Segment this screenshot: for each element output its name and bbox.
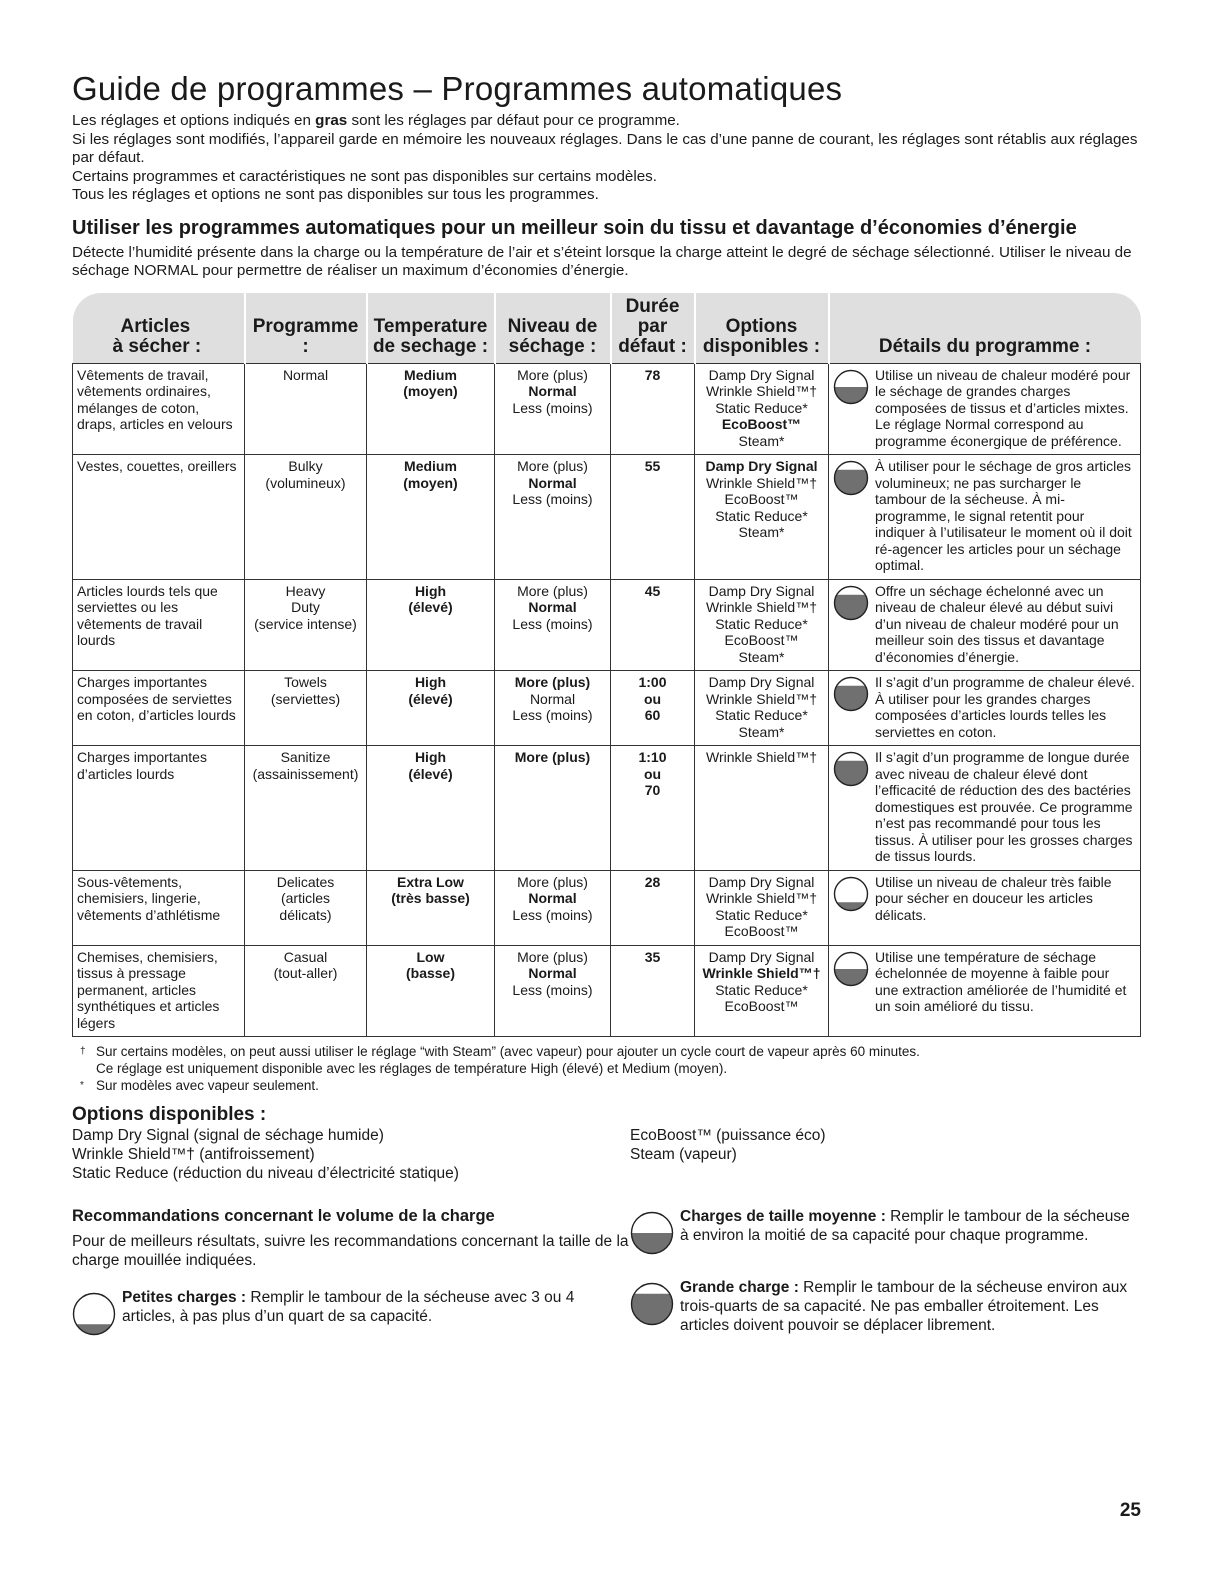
option-item: Wrinkle Shield™† (antifroissement) bbox=[72, 1146, 315, 1163]
level-line: More (plus) bbox=[514, 674, 591, 690]
details-text: Utilise une température de séchage échelonnée de moyenne à faible pour une extraction améliorée de l’humidité et un soin amélioré du tissu. bbox=[875, 948, 1127, 1014]
cell-programme bbox=[245, 455, 367, 580]
option-line: EcoBoost™ bbox=[724, 491, 799, 507]
intro-line-1-bold: gras bbox=[315, 112, 348, 129]
load-small-label: Petites charges : bbox=[122, 1289, 247, 1306]
cell-duration bbox=[611, 579, 695, 671]
options-left bbox=[72, 1126, 630, 1183]
level-line: More (plus) bbox=[517, 948, 588, 965]
options-right bbox=[630, 1126, 826, 1183]
option-item: EcoBoost™ (puissance éco) bbox=[630, 1127, 826, 1144]
header-articles-2: à sécher : bbox=[112, 335, 202, 357]
intro-line-1-pre: Les réglages et options indiqués en bbox=[72, 112, 316, 129]
drum-fill-icon bbox=[833, 951, 869, 991]
option-item: Damp Dry Signal (signal de séchage humide) bbox=[72, 1127, 384, 1144]
level-line: Less (moins) bbox=[512, 615, 593, 632]
cell-temperature bbox=[367, 870, 495, 945]
cell-temperature bbox=[367, 363, 495, 455]
recommendations-heading: Recommandations concernant le volume de la charge bbox=[72, 1207, 495, 1225]
cell-temperature bbox=[367, 671, 495, 746]
recommendations-left bbox=[72, 1207, 630, 1341]
option-line: Steam* bbox=[738, 723, 785, 740]
header-niveau bbox=[495, 293, 611, 364]
cell-options bbox=[695, 579, 829, 671]
cell-duration bbox=[611, 455, 695, 580]
header-niveau-2: séchage : bbox=[508, 335, 597, 357]
load-medium-desc: Remplir le tambour de la sécheuse à environ la moitié de sa capacité pour chaque programme. bbox=[680, 1208, 1130, 1244]
option-line: Damp Dry Signal bbox=[708, 366, 815, 383]
header-details bbox=[829, 293, 1141, 364]
duration-line: 60 bbox=[644, 707, 661, 723]
option-line: Static Reduce* bbox=[715, 981, 808, 998]
cell-duration bbox=[611, 945, 695, 1037]
header-niveau-1: Niveau de bbox=[507, 315, 598, 337]
cell-temperature bbox=[367, 746, 495, 871]
cell-temperature bbox=[367, 579, 495, 671]
cell-temperature bbox=[367, 455, 495, 580]
drum-fill-icon bbox=[833, 751, 869, 791]
cell-duration bbox=[611, 746, 695, 871]
level-line: Normal bbox=[528, 383, 577, 399]
header-duree-1: Durée bbox=[625, 295, 680, 317]
temp-line: (basse) bbox=[405, 965, 456, 981]
cell-articles: Charges importantes composées de serviettes en coton, d’articles lourds bbox=[73, 671, 245, 746]
temp-line: (très basse) bbox=[391, 890, 470, 906]
drum-fill-icon bbox=[833, 585, 869, 625]
duration-line: 70 bbox=[644, 782, 661, 798]
page-title: Guide de programmes – Programmes automatiques bbox=[72, 70, 843, 107]
cell-details bbox=[829, 579, 1141, 671]
cell-options bbox=[695, 363, 829, 455]
load-small-text bbox=[122, 1288, 630, 1341]
option-line: Steam* bbox=[738, 524, 785, 540]
cell-articles: Vêtements de travail, vêtements ordinaires, mélanges de coton, draps, articles en velours bbox=[73, 363, 245, 455]
temp-line: High bbox=[414, 674, 447, 690]
level-line: Less (moins) bbox=[512, 981, 593, 998]
program-line: (tout-aller) bbox=[273, 965, 338, 981]
section-heading: Utiliser les programmes automatiques pour un meilleur soin du tissu et davantage d’économies d’énergie bbox=[72, 216, 1077, 239]
option-line: Wrinkle Shield™† bbox=[705, 599, 817, 615]
load-medium-label: Charges de taille moyenne : bbox=[680, 1208, 886, 1225]
duration-line: 1:10 bbox=[638, 749, 667, 765]
cell-details bbox=[829, 945, 1141, 1037]
cell-details bbox=[829, 870, 1141, 945]
duration-line: 28 bbox=[644, 873, 661, 890]
options-heading: Options disponibles : bbox=[72, 1104, 267, 1125]
level-line: Less (moins) bbox=[512, 491, 593, 507]
program-line: Duty bbox=[291, 599, 320, 615]
intro-line-2: Si les réglages sont modifiés, l’appareil garde en mémoire les nouveaux réglages. Dans le cas d’une panne de courant, les réglages sont rétablis aux réglages par défaut. bbox=[72, 130, 1138, 166]
header-articles-1: Articles bbox=[120, 315, 191, 337]
recommendations-text: Pour de meilleurs résultats, suivre les recommandations concernant la taille de la charge mouillée indiquées. bbox=[72, 1233, 629, 1269]
option-line: Wrinkle Shield™† bbox=[702, 965, 821, 981]
level-line: Normal bbox=[528, 965, 577, 981]
cell-details bbox=[829, 671, 1141, 746]
cell-programme bbox=[245, 363, 367, 455]
table-header-row bbox=[73, 293, 1141, 364]
load-large-desc: Remplir le tambour de la sécheuse environ aux trois-quarts de sa capacité. Ne pas emballer étroitement. Les articles doivent pouvoir se déplacer librement. bbox=[680, 1279, 1128, 1334]
footnote-dagger-mark: † bbox=[80, 1046, 86, 1057]
option-line: Steam* bbox=[738, 432, 785, 449]
drum-fill-icon bbox=[833, 369, 869, 409]
option-line: Damp Dry Signal bbox=[708, 948, 815, 965]
cell-options bbox=[695, 455, 829, 580]
program-table bbox=[72, 293, 1141, 1038]
level-line: Normal bbox=[528, 599, 577, 615]
duration-line: 55 bbox=[644, 458, 661, 474]
temp-line: High bbox=[414, 582, 447, 599]
option-line: Wrinkle Shield™† bbox=[705, 749, 817, 765]
duration-line: 45 bbox=[644, 582, 661, 599]
temp-line: (moyen) bbox=[403, 474, 458, 491]
drum-fill-icon bbox=[630, 1211, 674, 1260]
temp-line: Medium bbox=[404, 458, 457, 474]
cell-programme bbox=[245, 945, 367, 1037]
load-small-desc: Remplir le tambour de la sécheuse avec 3 ou 4 articles, à pas plus d’un quart de sa capacité. bbox=[122, 1289, 575, 1325]
option-line: Static Reduce* bbox=[715, 707, 808, 723]
drum-fill-icon bbox=[72, 1292, 116, 1341]
option-line: Damp Dry Signal bbox=[708, 674, 815, 690]
table-row bbox=[73, 746, 1141, 871]
program-line: Bulky bbox=[288, 458, 323, 474]
cell-duration bbox=[611, 870, 695, 945]
drum-fill-icon bbox=[833, 876, 869, 916]
program-line: Normal bbox=[282, 366, 329, 383]
option-line: Wrinkle Shield™† bbox=[705, 690, 817, 707]
temp-line: Low bbox=[416, 948, 445, 965]
cell-programme bbox=[245, 579, 367, 671]
program-line: Heavy bbox=[285, 582, 326, 599]
section-text-block bbox=[72, 244, 1152, 281]
cell-articles: Sous-vêtements, chemisiers, lingerie, vêtements d’athlétisme bbox=[73, 870, 245, 945]
table-row bbox=[73, 870, 1141, 945]
temp-line: (élevé) bbox=[408, 599, 453, 615]
option-line: EcoBoost™ bbox=[724, 632, 799, 648]
options-list bbox=[72, 1126, 1152, 1183]
option-line: Static Reduce* bbox=[715, 615, 808, 632]
load-large bbox=[630, 1278, 1140, 1335]
level-line: More (plus) bbox=[517, 458, 588, 474]
drum-fill-icon bbox=[630, 1282, 674, 1335]
duration-line: 78 bbox=[644, 366, 661, 383]
duration-line: ou bbox=[643, 690, 662, 707]
option-line: Steam* bbox=[738, 648, 785, 665]
cell-articles: Articles lourds tels que serviettes ou les vêtements de travail lourds bbox=[73, 579, 245, 671]
option-line: EcoBoost™ bbox=[721, 416, 802, 432]
table-row bbox=[73, 945, 1141, 1037]
details-text: Il s’agit d’un programme de longue durée avec niveau de chaleur élevé dont l’efficacité de réduction des des bactéries domestiques est prouvée. Ce programme n’est pas recommandé pour tous les tissus. À utiliser pour les grosses charges de tissus lourds. bbox=[875, 749, 1133, 864]
header-options bbox=[695, 293, 829, 364]
option-line: Wrinkle Shield™† bbox=[705, 474, 817, 491]
header-temp-2: de sechage : bbox=[372, 335, 489, 357]
level-line: Less (moins) bbox=[512, 707, 593, 723]
drum-fill-icon bbox=[833, 460, 869, 500]
cell-details bbox=[829, 363, 1141, 455]
program-line: (articles bbox=[280, 890, 330, 906]
option-line: EcoBoost™ bbox=[724, 998, 799, 1014]
option-item: Steam (vapeur) bbox=[630, 1146, 737, 1163]
intro-line-1-post: sont les réglages par défaut pour ce programme. bbox=[347, 112, 680, 129]
option-line: Static Reduce* bbox=[715, 906, 808, 923]
header-duree-3: défaut : bbox=[618, 335, 687, 357]
level-line: Normal bbox=[528, 474, 577, 491]
header-programme-text: Programme : bbox=[252, 315, 359, 357]
header-details-text: Détails du programme : bbox=[878, 335, 1092, 357]
cell-level bbox=[495, 455, 611, 580]
drum-fill-icon bbox=[833, 676, 869, 716]
footnotes bbox=[72, 1043, 1152, 1094]
footnote-dagger-text-2: Ce réglage est uniquement disponible avec les réglages de température High (élevé) et Medium (moyen). bbox=[96, 1061, 728, 1076]
intro-line-4: Tous les réglages et options ne sont pas disponibles sur tous les programmes. bbox=[72, 186, 599, 203]
option-line: Damp Dry Signal bbox=[708, 873, 815, 890]
cell-level bbox=[495, 579, 611, 671]
temp-line: High bbox=[414, 749, 447, 765]
header-duree bbox=[611, 293, 695, 364]
option-line: Damp Dry Signal bbox=[708, 582, 815, 599]
footnote-dagger-2 bbox=[80, 1060, 1152, 1077]
level-line: Normal bbox=[528, 890, 577, 906]
cell-level bbox=[495, 870, 611, 945]
page bbox=[72, 70, 1152, 1341]
intro-line-1 bbox=[72, 112, 1152, 131]
details-text: Utilise un niveau de chaleur modéré pour le séchage de grandes charges composées de tissus et d’articles mixtes. Le réglage Normal correspond au programme éconergique de préférence. bbox=[875, 366, 1131, 449]
recommendations bbox=[72, 1207, 1152, 1341]
option-line: EcoBoost™ bbox=[724, 923, 799, 939]
header-programme bbox=[245, 293, 367, 364]
option-line: Damp Dry Signal bbox=[705, 458, 818, 474]
details-text: Utilise un niveau de chaleur très faible pour sécher en douceur les articles délicats. bbox=[875, 873, 1112, 923]
cell-options bbox=[695, 671, 829, 746]
program-line: (service intense) bbox=[254, 615, 357, 632]
cell-level bbox=[495, 671, 611, 746]
cell-level bbox=[495, 746, 611, 871]
table-row bbox=[73, 671, 1141, 746]
cell-temperature bbox=[367, 945, 495, 1037]
temp-line: Extra Low bbox=[397, 873, 464, 890]
program-line: délicats) bbox=[279, 906, 332, 923]
table-row bbox=[73, 579, 1141, 671]
option-line: Static Reduce* bbox=[715, 507, 808, 524]
table-row bbox=[73, 455, 1141, 580]
header-options-1: Options bbox=[725, 315, 798, 337]
header-options-2: disponibles : bbox=[702, 335, 821, 357]
option-line: Wrinkle Shield™† bbox=[705, 383, 817, 399]
cell-details bbox=[829, 746, 1141, 871]
cell-duration bbox=[611, 671, 695, 746]
temp-line: (élevé) bbox=[408, 765, 453, 782]
program-line: Delicates bbox=[276, 873, 335, 890]
duration-line: ou bbox=[643, 765, 662, 782]
option-line: Wrinkle Shield™† bbox=[705, 890, 817, 906]
level-line: More (plus) bbox=[517, 366, 588, 383]
temp-line: (moyen) bbox=[403, 383, 458, 399]
load-small bbox=[72, 1288, 630, 1341]
program-line: Sanitize bbox=[280, 749, 331, 765]
intro-line-3: Certains programmes et caractéristiques ne sont pas disponibles sur certains modèles. bbox=[72, 167, 657, 185]
recommendations-right bbox=[630, 1207, 1140, 1341]
program-line: (assainissement) bbox=[252, 765, 359, 782]
duration-line: 1:00 bbox=[638, 674, 667, 690]
load-medium bbox=[630, 1207, 1140, 1260]
table-row bbox=[73, 363, 1141, 455]
header-articles bbox=[73, 293, 245, 364]
details-text: Il s’agit d’un programme de chaleur élevé. À utiliser pour les grandes charges composées d’articles lourds telles les serviettes en coton. bbox=[875, 674, 1135, 740]
load-large-label: Grande charge : bbox=[680, 1279, 799, 1296]
intro bbox=[72, 112, 1152, 205]
cell-level bbox=[495, 363, 611, 455]
program-line: (volumineux) bbox=[265, 474, 346, 491]
level-line: More (plus) bbox=[517, 582, 588, 599]
details-text: Offre un séchage échelonné avec un niveau de chaleur élevé au début suivi d’un niveau de chaleur modéré pour un meilleur soin des tissus et davantage d’économies d’énergie. bbox=[875, 582, 1119, 665]
cell-programme bbox=[245, 671, 367, 746]
level-line: More (plus) bbox=[514, 749, 591, 765]
footnote-star-text: Sur modèles avec vapeur seulement. bbox=[96, 1078, 319, 1093]
cell-details bbox=[829, 455, 1141, 580]
cell-level bbox=[495, 945, 611, 1037]
page-number: 25 bbox=[1119, 1500, 1141, 1521]
cell-articles: Vestes, couettes, oreillers bbox=[73, 455, 245, 580]
duration-line: 35 bbox=[644, 948, 661, 965]
footnote-dagger bbox=[80, 1043, 1152, 1060]
temp-line: (élevé) bbox=[408, 690, 453, 707]
section-text: Détecte l’humidité présente dans la charge ou la température de l’air et s’éteint lorsque la charge atteint le degré de séchage sélectionné. Utiliser le niveau de séchage NORMAL pour permettre de réaliser un maximum d’économies d’énergie. bbox=[72, 243, 1132, 279]
footnote-star bbox=[80, 1077, 1152, 1094]
cell-options bbox=[695, 870, 829, 945]
program-line: Casual bbox=[283, 948, 328, 965]
temp-line: Medium bbox=[404, 366, 457, 383]
header-duree-2: par bbox=[637, 315, 668, 337]
level-line: Less (moins) bbox=[512, 399, 593, 416]
level-line: Less (moins) bbox=[512, 906, 593, 923]
cell-articles: Chemises, chemisiers, tissus à pressage permanent, articles synthétiques et articles légers bbox=[73, 945, 245, 1037]
option-line: Static Reduce* bbox=[715, 399, 808, 416]
option-item: Static Reduce (réduction du niveau d’électricité statique) bbox=[72, 1165, 459, 1182]
load-medium-text bbox=[680, 1207, 1140, 1260]
program-line: Towels bbox=[284, 674, 327, 690]
level-line: More (plus) bbox=[517, 873, 588, 890]
cell-options bbox=[695, 746, 829, 871]
cell-programme bbox=[245, 870, 367, 945]
header-temp-1: Temperature bbox=[373, 315, 488, 337]
program-line: (serviettes) bbox=[270, 690, 341, 707]
cell-options bbox=[695, 945, 829, 1037]
footnote-star-mark: * bbox=[80, 1080, 84, 1091]
header-temperature bbox=[367, 293, 495, 364]
load-large-text bbox=[680, 1278, 1140, 1335]
cell-duration bbox=[611, 363, 695, 455]
cell-articles: Charges importantes d’articles lourds bbox=[73, 746, 245, 871]
level-line: Normal bbox=[529, 690, 576, 707]
footnote-dagger-text-1: Sur certains modèles, on peut aussi utiliser le réglage “with Steam” (avec vapeur) pour ajouter un cycle court de vapeur après 60 minutes. bbox=[96, 1044, 920, 1059]
cell-programme bbox=[245, 746, 367, 871]
details-text: À utiliser pour le séchage de gros articles volumineux; ne pas surcharger le tambour de la sécheuse. À mi-programme, le signal retentit pour indiquer à l’utilisateur le moment où il doit ré-agencer les articles pour un séchage optimal. bbox=[875, 458, 1132, 573]
